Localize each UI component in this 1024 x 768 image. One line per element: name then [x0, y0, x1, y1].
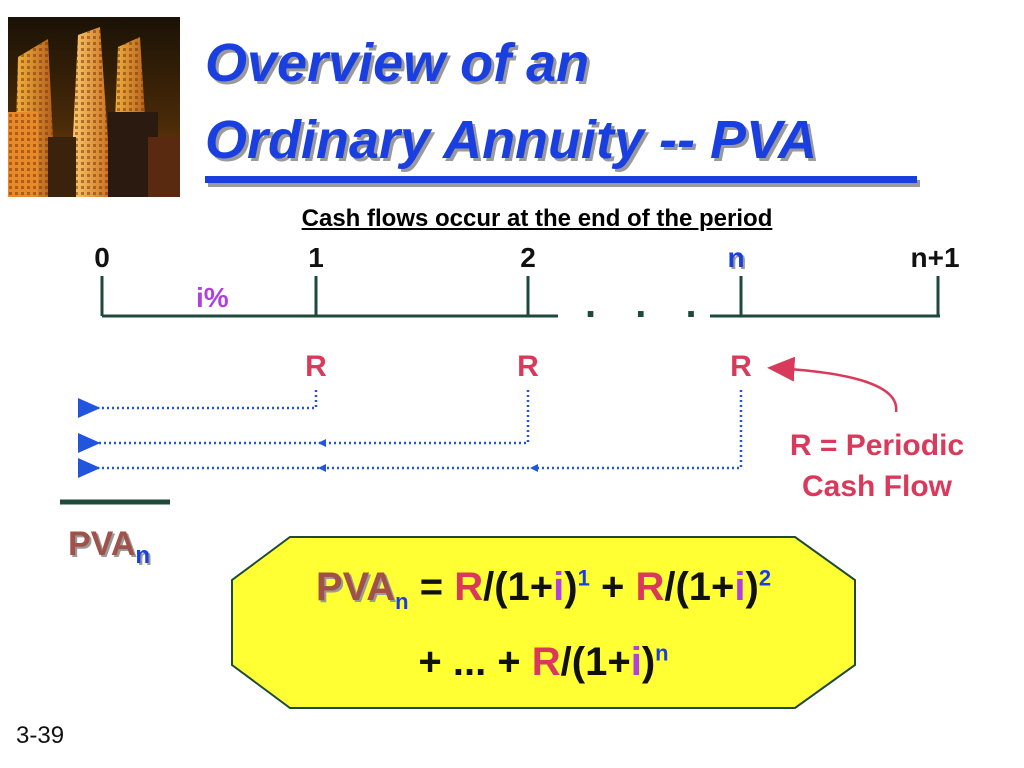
- formula-term1-i: i: [553, 565, 565, 609]
- formula-term1-open: /(1+: [483, 565, 554, 609]
- pva-label-main: PVA: [68, 525, 136, 563]
- formula-term1-exp: 1: [577, 565, 590, 591]
- discount-arrow-1: [98, 390, 316, 408]
- formula-lhs-sub: n: [395, 589, 409, 614]
- arrowhead-mid-3a: [318, 464, 326, 472]
- formula-equals: =: [408, 565, 455, 609]
- definition-line-1: R = Periodic: [789, 429, 965, 462]
- formula-term2-open: /(1+: [664, 565, 735, 609]
- tick-label-n: n: [727, 242, 745, 273]
- cash-flow-1: R: [305, 350, 327, 383]
- arrowhead-mid-3b: [530, 464, 538, 472]
- formula-plus: +: [589, 565, 636, 609]
- subtitle: Cash flows occur at the end of the period: [301, 205, 773, 232]
- definition-line-2: Cash Flow: [801, 470, 952, 503]
- tick-label-2: 2: [520, 242, 536, 273]
- title-line-1: Overview of an: [205, 33, 590, 93]
- formula-termn-i: i: [630, 640, 642, 684]
- formula-line-1: [232, 565, 855, 615]
- cash-flow-n: R: [730, 350, 752, 383]
- definition-pointer-arrow: [772, 368, 896, 412]
- discount-arrow-3: [98, 390, 741, 468]
- formula-termn-exp: n: [655, 640, 669, 666]
- formula-line-2: [232, 640, 855, 685]
- tick-label-n-plus-1: n+1: [910, 242, 960, 273]
- formula-line2-prefix: + ... +: [418, 640, 532, 684]
- periodic-cash-flow-definition: [772, 425, 982, 507]
- arrowhead-mid-2a: [318, 439, 326, 447]
- formula-termn-close: ): [641, 640, 656, 684]
- formula-term2-exp: 2: [758, 565, 772, 591]
- title-line-2: Ordinary Annuity -- PVA: [205, 110, 818, 170]
- pva-label-sub: n: [135, 541, 151, 569]
- rate-label: i%: [196, 282, 229, 313]
- formula-term2-r: R: [635, 565, 665, 609]
- cash-flow-2: R: [517, 350, 539, 383]
- formula-term1-r: R: [454, 565, 484, 609]
- formula-term2-i: i: [734, 565, 746, 609]
- timeline-ellipsis: . . .: [585, 282, 711, 326]
- slide-number: 3-39: [16, 722, 65, 749]
- formula-term2-close: ): [745, 565, 759, 609]
- formula-termn-r: R: [531, 640, 561, 684]
- formula-lhs: PVA: [315, 565, 396, 609]
- pva-label: [68, 525, 150, 570]
- formula-term1-close: ): [564, 565, 578, 609]
- tick-label-0: 0: [94, 242, 110, 273]
- formula-termn-open: /(1+: [560, 640, 631, 684]
- discount-arrow-2: [98, 390, 528, 443]
- tick-label-1: 1: [308, 242, 324, 273]
